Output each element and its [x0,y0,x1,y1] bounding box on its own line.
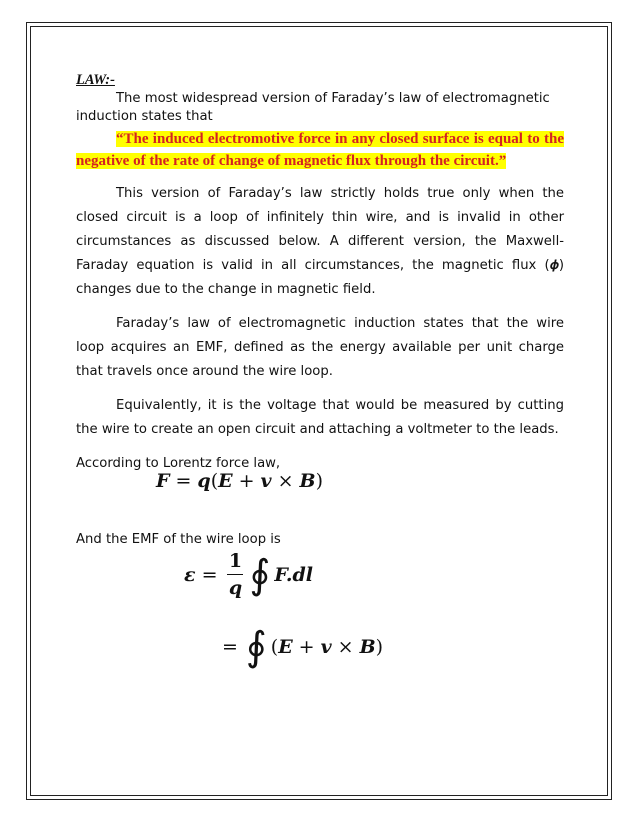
paragraph-emf-definition: Faraday’s law of electromagnetic induction states that the wire loop acquires an EMF, defined as the energy available per unit charge that travels once around the wire loop. [76,316,564,379]
eq-emf2-B: B [359,636,376,658]
law-quote-text: “The induced electromotive force in any closed surface is equal to the negative of the rate of change of magnetic flux through the circuit.” [76,131,564,169]
eq-force-equals: = [175,470,192,492]
lorentz-intro: According to Lorentz force law, [76,456,281,471]
eq-emf2-equals: = [222,636,238,658]
equation-lorentz-force [156,470,323,492]
paragraph-validity: This version of Faraday’s law strictly holds true only when the closed circuit is a loop of infinitely thin wire, and is invalid in other circumstances as discussed below. A different version, the Maxwell-Faraday equation is valid in all circumstances, the magnetic flux (𝝓) changes due to the change in magnetic field. [76,186,564,297]
eq-force-B: B [299,470,316,492]
eq-emf-numerator: 1 [228,550,243,572]
eq-force-lparen: ( [210,470,219,492]
eq-force-times: × [277,470,294,492]
eq-emf-denominator: q [228,577,243,599]
eq-emf2-v: v [320,636,332,658]
document-body [76,70,564,476]
eq-emf-fraction [227,548,243,601]
eq-emf2-plus: + [298,636,315,658]
eq-force-q: q [197,470,211,492]
eq-emf2-rparen: ) [375,636,384,658]
eq-emf-epsilon: ε [184,563,196,586]
contour-integral-sign-2: ∮ [245,624,267,670]
equation-emf-expanded [184,622,383,672]
law-heading: LAW:- [76,72,115,88]
intro-paragraph: The most widespread version of Faraday’s law of electromagnetic induction states that [76,91,550,124]
eq-force-E: E [218,470,233,492]
contour-integral-sign: ∮ [249,551,271,598]
eq-emf-Fdl: F.dl [274,563,314,586]
paragraph-voltmeter: Equivalently, it is the voltage that would be measured by cutting the wire to create an open circuit and attaching a voltmeter to the leads. [76,398,564,437]
equation-emf [184,548,313,618]
eq-emf-equals: = [201,563,218,586]
eq-force-plus: + [238,470,255,492]
eq-emf2-times: × [337,636,354,658]
eq-force-F: F [156,470,170,492]
eq-emf2-E: E [278,636,293,658]
emf-intro: And the EMF of the wire loop is [76,532,281,547]
eq-force-v: v [260,470,272,492]
law-quote [76,128,564,172]
eq-emf2-lparen: ( [270,636,279,658]
eq-force-rparen: ) [315,470,323,492]
